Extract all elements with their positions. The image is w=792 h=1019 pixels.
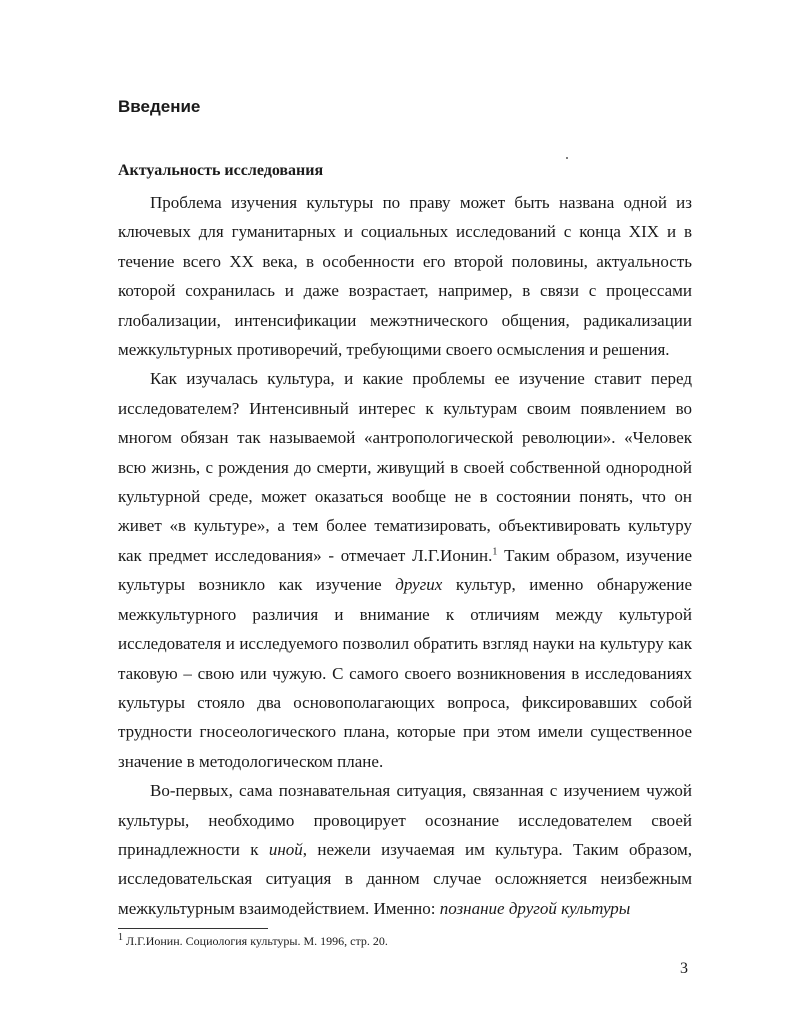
footnote-separator [118, 928, 268, 929]
paragraph-2-part-b: Таким образом, изучение культуры возникло как изучение [118, 545, 692, 595]
paragraph-3-part-b: , нежели изучаемая им культура. Таким образом, исследовательская ситуация в данном случае осложняется неизбежным межкультурным взаимодействием. Именно: [118, 839, 692, 918]
emphasis-drugikh: других [395, 575, 443, 595]
paragraph-3-part-a: Во-первых, сама познавательная ситуация, связанная с изучением чужой культуры, необходимо провоцирует осознание исследователем своей принадлежности к [118, 781, 692, 859]
section-heading: Введение [118, 97, 201, 116]
paragraph-2-part-a: Как изучалась культура, и какие проблемы ее изучение ставит перед исследователем? Интенсивный интерес к культурам своим появлением во многом обязан так называемой «антропологической революции». «Человек всю жизнь, с рождения до смерти, живущий в своей собственной однородной культурной среде, может оказаться вообще не в состоянии понять, что он живет «в культуре», а тем более тематизировать, объективировать культуру как предмет исследования» - отмечает Л.Г.Ионин. [118, 369, 692, 565]
paragraph-2 [118, 364, 692, 776]
page-number: 3 [680, 960, 688, 977]
footnote [118, 934, 388, 949]
scan-speck [566, 157, 568, 159]
paragraph-3 [118, 776, 692, 923]
emphasis-inoy: иной [268, 839, 303, 859]
body-text [118, 188, 692, 923]
footnote-text: Л.Г.Ионин. Социология культуры. М. 1996, стр. 20. [123, 934, 388, 948]
footnote-marker: 1 [118, 932, 123, 943]
subsection-heading: Актуальность исследования [118, 162, 324, 179]
footnote-reference[interactable]: 1 [492, 546, 498, 558]
emphasis-poznanie: познание другой культуры [439, 898, 631, 918]
paragraph-1: Проблема изучения культуры по праву может быть названа одной из ключевых для гуманитарных и социальных исследований с конца XIX и в течение всего XX века, в особенности его второй половины, актуальность которой сохранилась и даже возрастает, например, в связи с процессами глобализации, интенсификации межэтнического общения, радикализации межкультурных противоречий, требующими своего осмысления и решения. [118, 193, 692, 360]
paragraph-2-part-c: культур, именно обнаружение межкультурного различия и внимание к отличиям между культурой исследователя и исследуемого позволил обратить взгляд науки на культуру как таковую – свою или чужую. С самого своего возникновения в исследованиях культуры стояло два основополагающих вопроса, фиксировавших собой трудности гносеологического плана, которые при этом имели существенное значение в методологическом плане. [118, 575, 692, 771]
